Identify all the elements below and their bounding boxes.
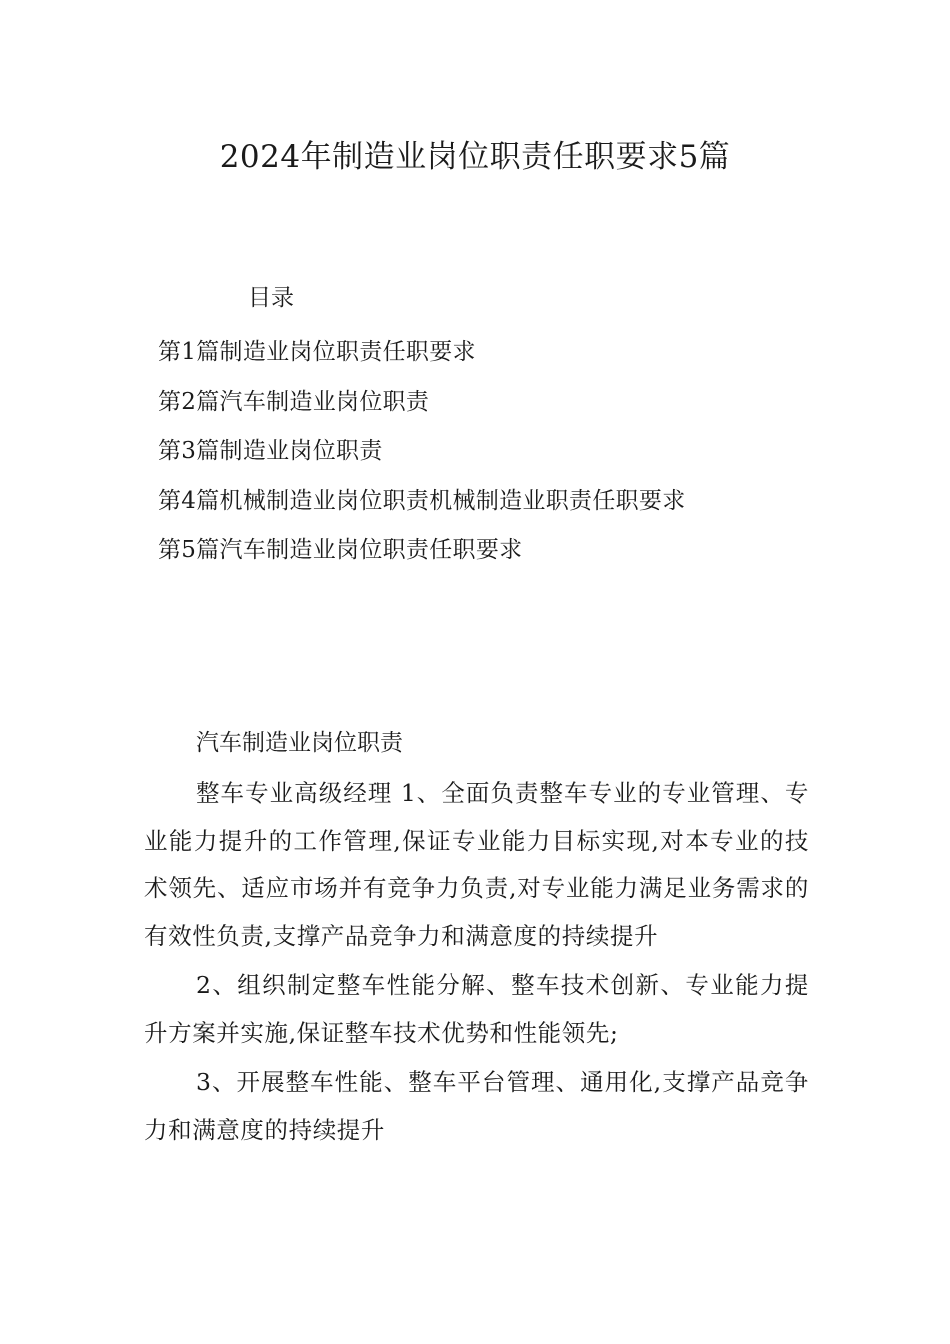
body-paragraph: 整车专业高级经理 1、全面负责整车专业的专业管理、专业能力提升的工作管理,保证专业能力目标实现,对本专业的技术领先、适应市场并有竞争力负责,对专业能力满足业务需求的有效性负责,支撑产品竞争力和满意度的持续提升	[144, 779, 809, 950]
section-body	[144, 770, 809, 1156]
toc-item[interactable]: 第1篇制造业岗位职责任职要求	[158, 339, 476, 365]
toc-item[interactable]: 第2篇汽车制造业岗位职责	[158, 388, 430, 415]
section-heading: 汽车制造业岗位职责	[196, 730, 403, 756]
body-paragraph: 3、开展整车性能、整车平台管理、通用化,支撑产品竞争力和满意度的持续提升	[144, 1068, 809, 1144]
toc-item[interactable]: 第5篇汽车制造业岗位职责任职要求	[158, 537, 523, 563]
toc-item[interactable]: 第4篇机械制造业岗位职责机械制造业职责任职要求	[158, 487, 686, 514]
toc-list	[158, 328, 686, 576]
document-title: 2024年制造业岗位职责任职要求5篇	[219, 139, 731, 175]
toc-item[interactable]: 第3篇制造业岗位职责	[158, 438, 383, 464]
toc-heading: 目录	[248, 285, 294, 311]
body-paragraph: 2、组织制定整车性能分解、整车技术创新、专业能力提升方案并实施,保证整车技术优势和性能领先;	[144, 971, 809, 1047]
